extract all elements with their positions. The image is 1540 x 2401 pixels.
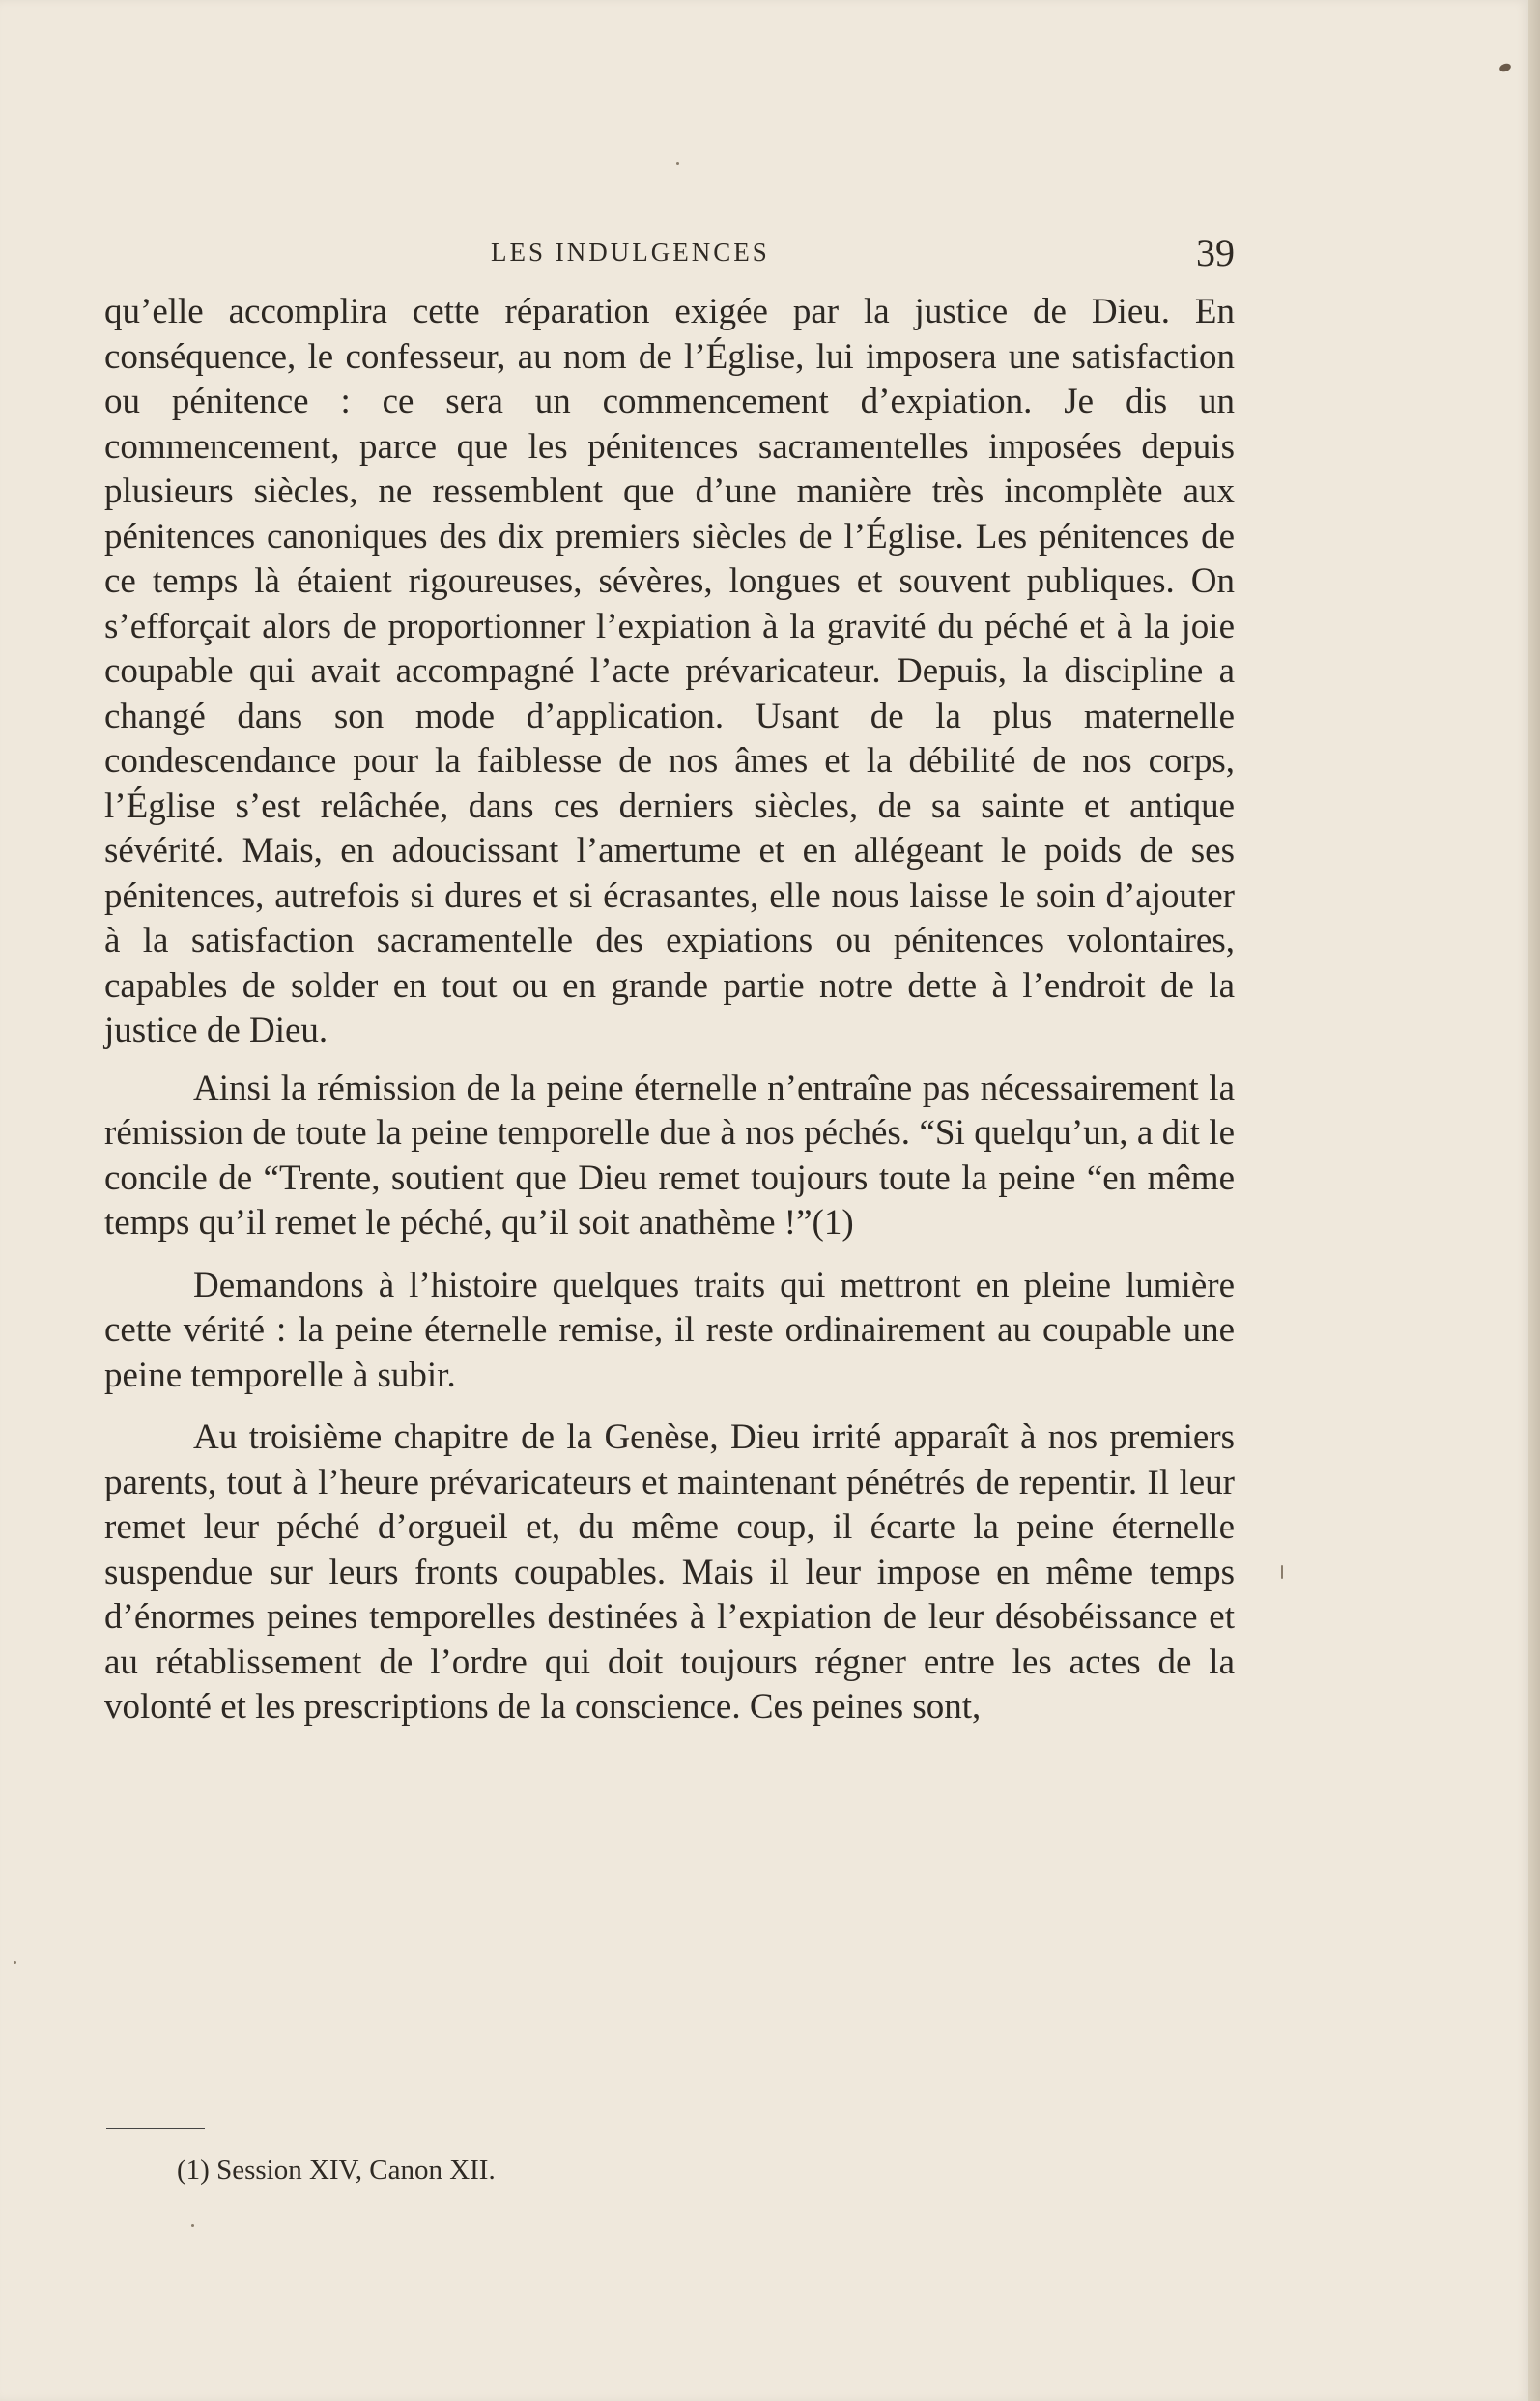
paragraph-1: qu’elle accomplira cette réparation exigée par la justice de Dieu. En conséquence, le confesseur, au nom de l’Église, lui imposera une satisfaction ou pénitence : ce sera un commencement d’expiation. Je dis un commencement, parce que les pénitences sacramentelles imposées depuis plusieurs siècles, ne ressemblent que d’une manière très incomplète aux pénitences canoniques des dix premiers siècles de l’Église. Les pénitences de ce temps là étaient rigoureuses, sévères, longues et souvent publiques. On s’efforçait alors de proportionner l’expiation à la gravité du péché et à la joie coupable qui avait accompagné l’acte prévaricateur. Depuis, la discipline a changé dans son mode d’application. Usant de la plus maternelle condescendance pour la faiblesse de nos âmes et la débilité de nos corps, l’Église s’est relâchée, dans ces derniers siècles, de sa sainte et antique sévérité. Mais, en adoucissant l’amertume et en allégeant le poids de ses pénitences, autrefois si dures et si écrasantes, elle nous laisse le soin d’ajouter à la satisfaction sacramentelle des expiations ou pénitences volontaires, capables de solder en tout ou en grande partie notre dette à l’endroit de la justice de Dieu.: [104, 292, 1235, 1050]
footnote-rule: [106, 2128, 205, 2129]
page-number: 39: [1196, 231, 1235, 274]
paper-speck: [14, 1961, 16, 1964]
running-head: LES INDULGENCES: [491, 238, 770, 267]
paper-speck: [676, 162, 679, 165]
page-edge: [1528, 0, 1540, 2401]
page-header: [104, 230, 1235, 278]
paragraph-2: [104, 1067, 1235, 1246]
paper-speck: [191, 2224, 194, 2227]
paragraph-2-text: Ainsi la rémission de la peine éternelle n’entraîne pas nécessairement la rémission de toute la peine temporelle due à nos péchés. “Si quelqu’un, a dit le concile de “Trente, soutient que Dieu remet toujours toute la peine “en même temps qu’il remet le péché, qu’il soit anathème !”: [104, 1068, 1235, 1243]
paper-speck: [1281, 1565, 1283, 1579]
paragraph-3: Demandons à l’histoire quelques traits qui mettront en pleine lumière cette vérité : la peine éternelle remise, il reste ordinairement au coupable une peine temporelle à subir.: [104, 1265, 1235, 1395]
footnote: (1) Session XIV, Canon XII.: [177, 2155, 496, 2186]
paragraph-4: Au troisième chapitre de la Genèse, Dieu irrité apparaît à nos premiers parents, tout à l’heure prévaricateurs et maintenant pénétrés de repentir. Il leur remet leur péché d’orgueil et, du même coup, il écarte la peine éternelle suspendue sur leurs fronts coupables. Mais il leur impose en même temps d’énormes peines temporelles destinées à l’expiation de leur désobéissance et au rétablissement de l’ordre qui doit toujours régner entre les actes de la volonté et les prescriptions de la conscience. Ces peines sont,: [104, 1417, 1235, 1727]
ink-blot: [1498, 62, 1512, 73]
footnote-reference: (1): [812, 1203, 854, 1243]
body-text: [104, 290, 1235, 1730]
